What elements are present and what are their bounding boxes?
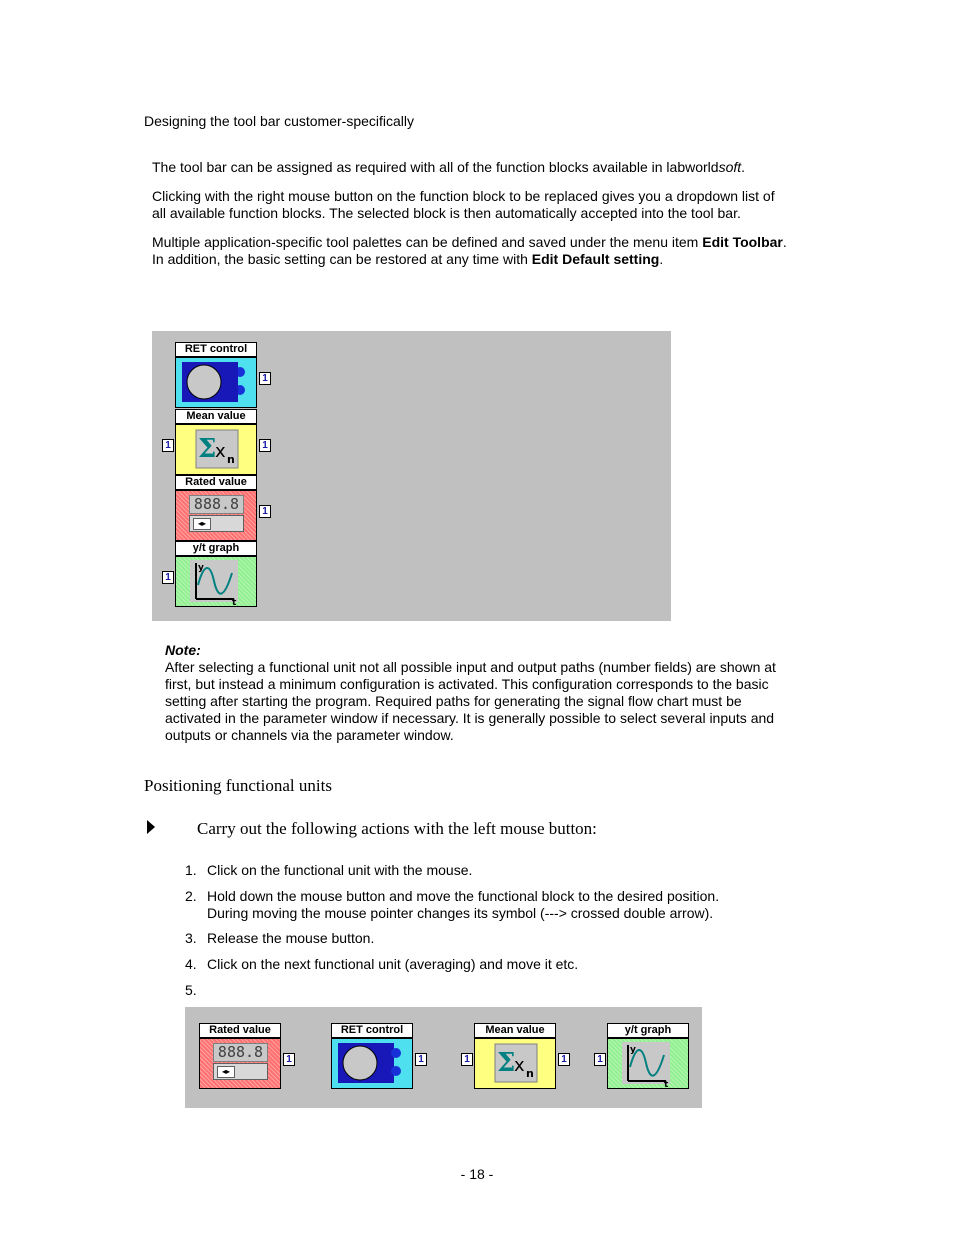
paragraph-part: . In addition, the basic setting can be restored at any time with [152,234,787,267]
axis-y-label: y [630,1045,636,1055]
rated-output-port[interactable]: 1 [259,505,271,518]
ret-control-block[interactable] [175,342,257,406]
note-label: Note: [165,642,201,658]
bullet-text: Carry out the following actions with the left mouse button: [197,819,597,838]
paragraph-part: . [659,251,664,267]
yt-input-port[interactable]: 1 [162,571,174,584]
block-title: y/t graph [175,541,257,556]
sigma-icon [475,1039,555,1088]
ret-knob-icon [332,1039,412,1088]
svg-text:n: n [227,453,235,466]
block-title: Rated value [199,1023,281,1038]
section-title: Designing the tool bar customer-specifically [144,113,415,129]
digital-display: 888.8 [213,1043,268,1062]
steps-list [185,862,785,1002]
svg-text:n: n [526,1067,534,1080]
block-title: Mean value [175,409,257,424]
step-text: Click on the functional unit with the mouse. [207,862,473,878]
svg-text:x: x [215,441,226,462]
step-number: 3. [185,930,197,946]
axis-y-label: y [198,563,204,573]
axis-t-label: t [232,598,237,606]
rated-value-block[interactable] [199,1023,281,1087]
svg-text:Σ: Σ [497,1048,516,1078]
rated-value-body [199,1038,281,1089]
yt-graph-block[interactable] [607,1023,689,1087]
block-title: Rated value [175,475,257,490]
step-number: 2. [185,888,197,904]
slider-track[interactable] [213,1063,268,1080]
ret-control-body [175,357,257,408]
ret-control-block[interactable] [331,1023,413,1087]
ret-knob-icon [176,358,256,407]
slider-track[interactable] [189,515,244,532]
toolbar-panel-horizontal [185,1007,702,1108]
yt-graph-icon [176,557,256,606]
digital-display: 888.8 [189,495,244,514]
step-number: 4. [185,956,197,972]
block-title: RET control [331,1023,413,1038]
mean-output-port[interactable]: 1 [558,1053,570,1066]
block-title: RET control [175,342,257,357]
slider-thumb-icon[interactable]: ◂▸ [217,1066,235,1078]
mean-value-body [474,1038,556,1089]
svg-text:x: x [514,1055,525,1076]
page-number: - 18 - [460,1166,494,1182]
yt-graph-block[interactable] [175,541,257,605]
bullet-arrow-icon [146,819,156,835]
yt-graph-body [607,1038,689,1089]
toolbar-panel-vertical [152,331,671,621]
rated-value-body [175,490,257,541]
slider-thumb-icon[interactable]: ◂▸ [193,518,211,530]
ret-output-port[interactable]: 1 [259,372,271,385]
yt-graph-icon [608,1039,688,1088]
paragraph-part: Multiple application-specific tool palettes can be defined and saved under the menu item [152,234,703,250]
mean-input-port[interactable]: 1 [162,439,174,452]
mean-value-block[interactable] [175,409,257,473]
step-number: 1. [185,862,197,878]
ret-output-port[interactable]: 1 [415,1053,427,1066]
yt-input-port[interactable]: 1 [594,1053,606,1066]
step-text: Hold down the mouse button and move the functional block to the desired position. During moving the mouse pointer changes its symbol (---> crossed double arrow). [207,888,720,921]
paragraph-right-click: Clicking with the right mouse button on the function block to be replaced gives you a dropdown list of all available function blocks. The selected block is then automatically accepted into the tool bar. [152,188,775,221]
paragraph-end: . [741,159,746,175]
sigma-icon [176,425,256,474]
step-number: 5. [185,982,197,998]
paragraph-italic: soft [718,159,742,175]
menu-item-edit-toolbar: Edit Toolbar [702,234,783,250]
menu-item-edit-default: Edit Default setting [531,251,660,267]
mean-output-port[interactable]: 1 [259,439,271,452]
paragraph-text: The tool bar can be assigned as required with all of the function blocks available in labworld [152,159,719,175]
ret-control-body [331,1038,413,1089]
mean-input-port[interactable]: 1 [461,1053,473,1066]
block-title: Mean value [474,1023,556,1038]
step-text: Release the mouse button. [207,930,375,946]
step-text: Click on the next functional unit (averaging) and move it etc. [207,956,579,972]
positioning-title: Positioning functional units [144,776,332,795]
mean-value-block[interactable] [474,1023,556,1087]
rated-value-block[interactable] [175,475,257,539]
paragraph-palettes [152,234,792,268]
svg-text:Σ: Σ [198,434,217,464]
yt-graph-body [175,556,257,607]
rated-output-port[interactable]: 1 [283,1053,295,1066]
axis-t-label: t [664,1080,669,1088]
mean-value-body [175,424,257,475]
paragraph-toolbar-assign [152,159,792,176]
block-title: y/t graph [607,1023,689,1038]
note-text: After selecting a functional unit not all possible input and output paths (number fields) are shown at first, but instead a minimum configuration is activated. This configuration corresponds to the basic setting after starting the program. Required paths for generating the signal flow chart must be activated in the parameter window if necessary. It is generally possible to select several inputs and outputs or channels via the parameter window. [165,659,776,743]
